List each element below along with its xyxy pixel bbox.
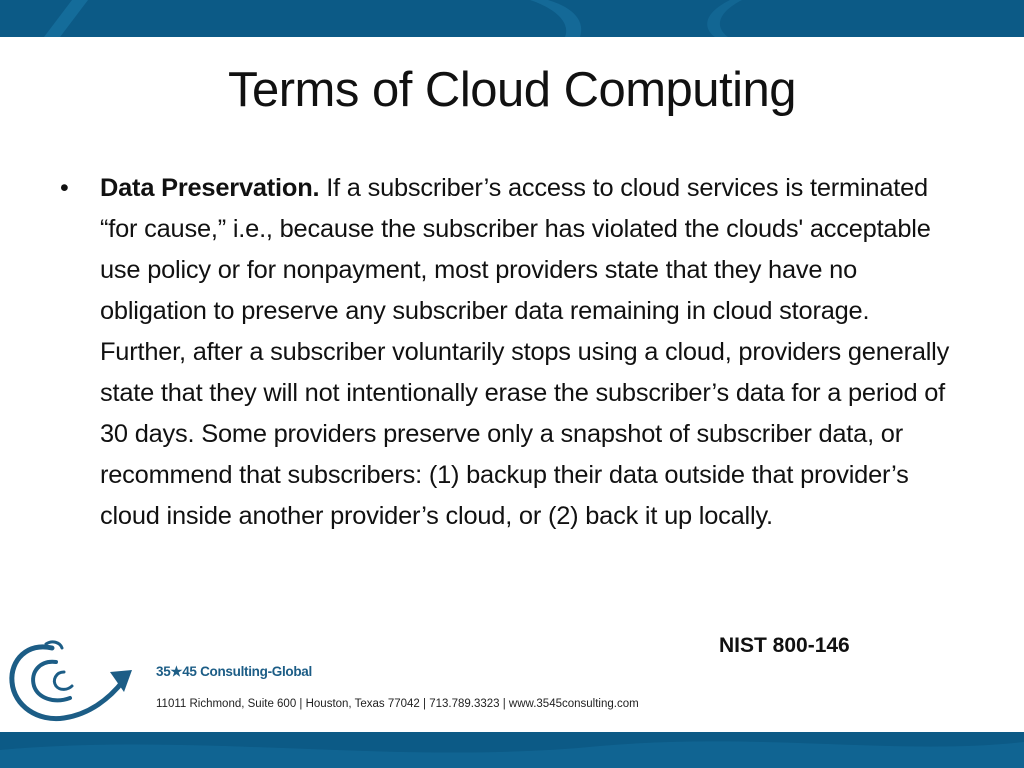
- company-address: 11011 Richmond, Suite 600 | Houston, Texas 77042 | 713.789.3323 | www.3545consulting.com: [156, 698, 639, 710]
- bullet-item: [58, 168, 958, 537]
- bullet-lead-term: Data Preservation.: [100, 174, 320, 202]
- bullet-icon: •: [60, 174, 69, 202]
- top-band-swoosh: [0, 0, 1024, 37]
- slide-body: [58, 168, 958, 537]
- bottom-band-swoosh: [0, 732, 1024, 768]
- company-name: 35★45 Consulting-Global: [156, 664, 312, 679]
- top-decorative-band: [0, 0, 1024, 37]
- bullet-text: If a subscriber’s access to cloud services is terminated “for cause,” i.e., because the subscriber has violated the clouds' acceptable use policy or for nonpayment, most providers state that they have no obligation to preserve any subscriber data remaining in cloud storage. Further, after a subscriber voluntarily stops using a cloud, providers generally state that they will not intentionally erase the subscriber’s data for a period of 30 days. Some providers preserve only a snapshot of subscriber data, or recommend that subscribers: (1) backup their data outside that provider’s cloud inside another provider’s cloud, or (2) back it up locally.: [100, 174, 950, 530]
- slide-title: Terms of Cloud Computing: [227, 63, 797, 117]
- source-citation: NIST 800-146: [719, 634, 850, 657]
- swirl-arrow-logo-icon: [6, 636, 138, 728]
- bottom-decorative-band: [0, 732, 1024, 768]
